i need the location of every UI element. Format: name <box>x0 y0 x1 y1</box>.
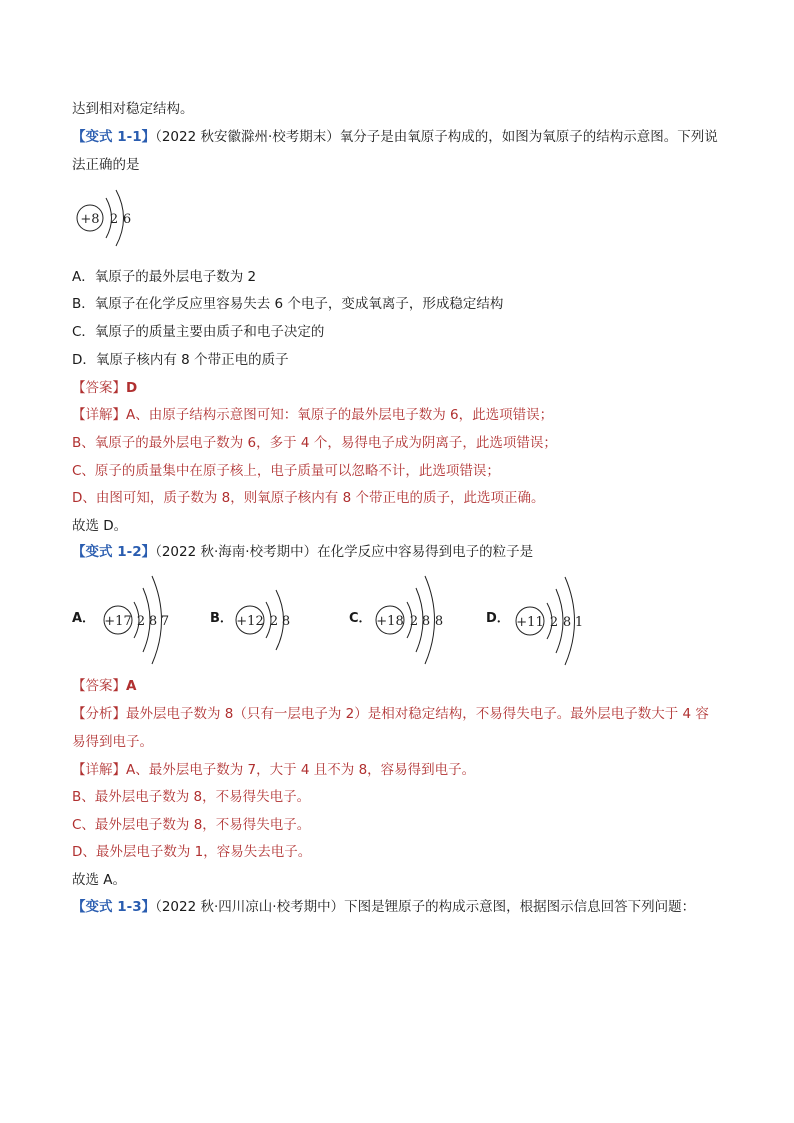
q2-analysis-line-2: 易得到电子。 <box>72 734 153 750</box>
q1-answer-tag: 【答案】 <box>72 380 126 396</box>
q2-a-shell-2: 8 <box>148 614 158 629</box>
q2-option-b-diagram <box>234 584 304 660</box>
q3-stem-line <box>72 897 695 917</box>
q2-c-shell-3: 8 <box>434 614 444 629</box>
q2-answer-value: A <box>126 678 137 694</box>
q2-analysis-tag: 【分析】 <box>72 706 126 722</box>
q2-analysis-text-1: 最外层电子数为 8（只有一层电子为 2）是相对稳定结构，不易得失电子。最外层电子数大于 4 容 <box>126 706 709 722</box>
q1-tag: 【变式 1-1】 <box>72 129 156 145</box>
q2-option-a-diagram <box>100 572 190 672</box>
q2-conclusion: 故选 A。 <box>72 872 127 888</box>
q2-option-c-diagram <box>373 572 463 672</box>
q1-detail-tag: 【详解】 <box>72 407 126 423</box>
q3-source: （2022 秋·四川凉山·校考期中） <box>155 899 345 915</box>
q2-d-shell-2: 8 <box>562 615 572 630</box>
q2-b-shell-1: 2 <box>269 614 279 629</box>
q1-detail-line-4: D、由图可知，质子数为 8，则氧原子核内有 8 个带正电的质子，此选项正确。 <box>72 490 545 506</box>
q2-b-shell-2: 8 <box>281 614 291 629</box>
q2-d-nucleus: +11 <box>516 615 544 630</box>
q1-answer <box>72 378 137 398</box>
q2-detail-line-4: D、最外层电子数为 1，容易失去电子。 <box>72 844 312 860</box>
q2-a-shell-1: 2 <box>136 614 146 629</box>
q2-source: （2022 秋·海南·校考期中） <box>155 544 318 560</box>
q2-option-a-label: A． <box>72 611 96 626</box>
q1-option-b: B．氧原子在化学反应里容易失去 6 个电子，变成氧离子，形成稳定结构 <box>72 296 504 312</box>
q2-answer-tag: 【答案】 <box>72 678 126 694</box>
q3-stem: 下图是锂原子的构成示意图，根据图示信息回答下列问题： <box>344 899 696 915</box>
q1-detail-line-2: B、氧原子的最外层电子数为 6，多于 4 个，易得电子成为阴离子，此选项错误； <box>72 435 557 451</box>
q1-conclusion: 故选 D。 <box>72 518 128 534</box>
q1-option-c: C．氧原子的质量主要由质子和电子决定的 <box>72 324 325 340</box>
q1-option-d: D．氧原子核内有 8 个带正电的质子 <box>72 352 289 368</box>
q2-a-nucleus: +17 <box>104 614 132 629</box>
q1-nucleus-charge: +8 <box>80 212 100 227</box>
q2-detail-text-1: A、最外层电子数为 7，大于 4 且不为 8，容易得到电子。 <box>126 762 476 778</box>
q1-stem-line <box>72 127 718 147</box>
q2-answer <box>72 676 136 696</box>
q1-detail-line-1 <box>72 405 553 425</box>
q1-detail-text-1: A、由原子结构示意图可知：氧原子的最外层电子数为 6，此选项错误； <box>126 407 554 423</box>
q2-detail-tag: 【详解】 <box>72 762 126 778</box>
q1-oxygen-atom-diagram <box>74 186 144 256</box>
q2-d-shell-3: 1 <box>574 615 584 630</box>
q1-option-a: A．氧原子的最外层电子数为 2 <box>72 269 257 285</box>
q2-d-shell-1: 2 <box>549 615 559 630</box>
q2-stem: 在化学反应中容易得到电子的粒子是 <box>317 544 534 560</box>
q2-c-shell-2: 8 <box>421 614 431 629</box>
q2-detail-line-1 <box>72 760 475 780</box>
q2-detail-line-2: B、最外层电子数为 8，不易得失电子。 <box>72 789 311 805</box>
q1-shell-1-electrons: 2 <box>109 212 119 227</box>
q2-option-b-label: B． <box>210 611 233 626</box>
q2-analysis-line-1 <box>72 704 709 724</box>
q2-c-nucleus: +18 <box>376 614 404 629</box>
q2-option-c-label: C． <box>349 611 372 626</box>
q1-source: （2022 秋安徽滁州·校考期末） <box>155 129 340 145</box>
q2-c-shell-1: 2 <box>409 614 419 629</box>
q2-stem-line <box>72 542 533 562</box>
intro-line: 达到相对稳定结构。 <box>72 101 194 117</box>
q2-tag: 【变式 1-2】 <box>72 544 156 560</box>
q2-detail-line-3: C、最外层电子数为 8，不易得失电子。 <box>72 817 311 833</box>
q2-option-d-diagram <box>513 574 603 672</box>
q1-stem-part2: 法正确的是 <box>72 157 140 173</box>
q2-b-nucleus: +12 <box>236 614 264 629</box>
q3-tag: 【变式 1-3】 <box>72 899 156 915</box>
q1-answer-value: D <box>126 380 138 396</box>
q2-a-shell-3: 7 <box>160 614 170 629</box>
q1-detail-line-3: C、原子的质量集中在原子核上，电子质量可以忽略不计，此选项错误； <box>72 463 500 479</box>
q1-shell-2-electrons: 6 <box>122 212 132 227</box>
q1-stem-part1: 氧分子是由氧原子构成的，如图为氧原子的结构示意图。下列说 <box>339 129 718 145</box>
q2-option-d-label: D． <box>486 611 510 626</box>
